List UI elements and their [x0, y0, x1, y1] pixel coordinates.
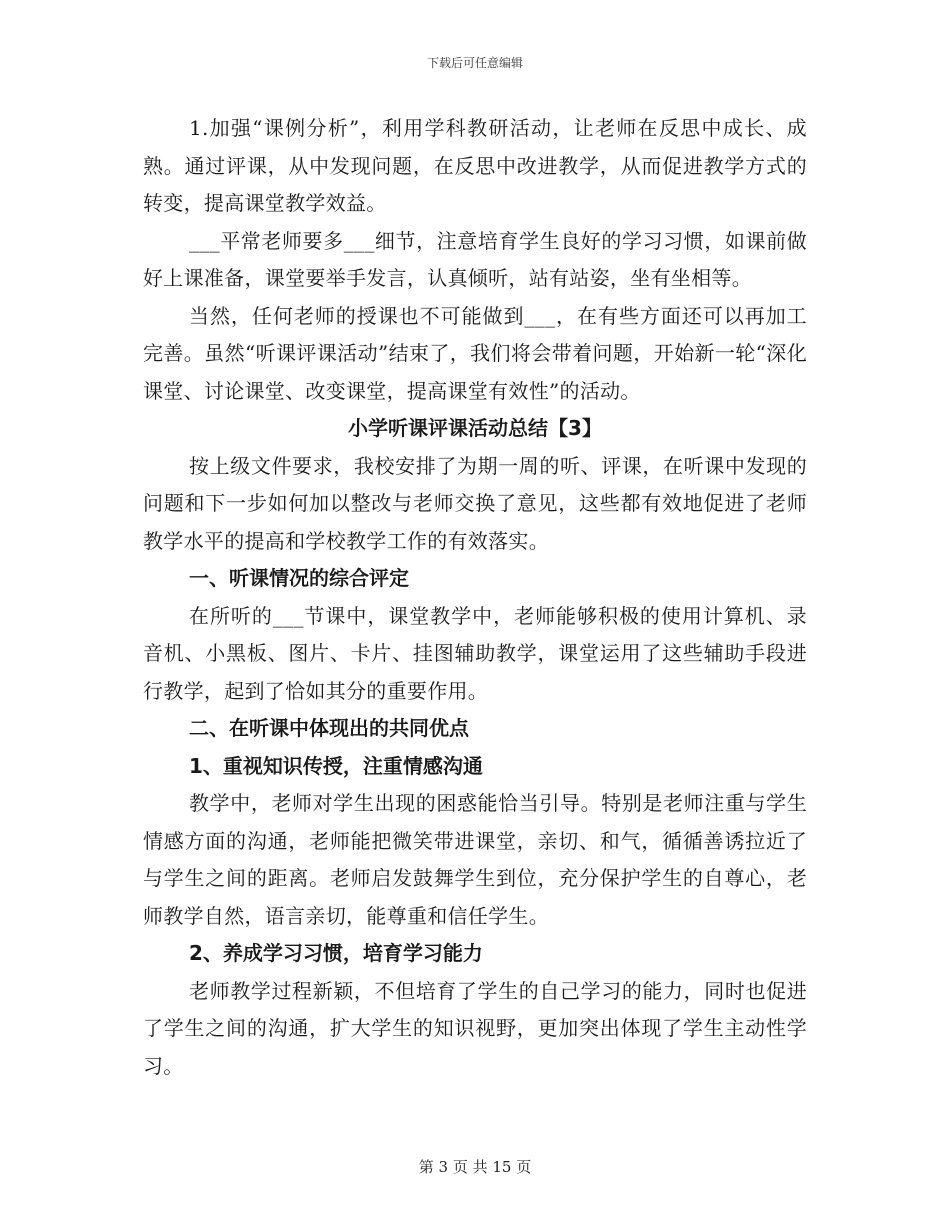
- paragraph: 当然，任何老师的授课也不可能做到___，在有些方面还可以再加工完善。虽然“听课评课活动”结束了，我们将会带着问题，开始新一轮“深化课堂、讨论课堂、改变课堂，提高课堂有效性”的活动。: [143, 303, 807, 403]
- paragraph: ___平常老师要多___细节，注意培育学生良好的学习习惯，如课前做好上课准备，课堂要举手发言，认真倾听，站有站姿，坐有坐相等。: [143, 228, 807, 290]
- sub-heading-habits: 2、养成学习习惯，培育学习能力: [189, 941, 483, 965]
- document-body: [143, 110, 807, 1085]
- page-number: 第 3 页 共 15 页: [418, 1158, 532, 1176]
- paragraph: 教学中，老师对学生出现的困惑能恰当引导。特别是老师注重与学生情感方面的沟通，老师能把微笑带进课堂，亲切、和气，循循善诱拉近了与学生之间的距离。老师启发鼓舞学生到位，充分保护学生的自尊心，老师教学自然，语言亲切，能尊重和信任学生。: [143, 791, 807, 928]
- heading-common-strengths: 二、在听课中体现出的共同优点: [189, 716, 469, 740]
- paragraph: 1.加强“课例分析”，利用学科教研活动，让老师在反思中成长、成熟。通过评课，从中发现问题，在反思中改进教学，从而促进教学方式的转变，提高课堂教学效益。: [143, 116, 807, 215]
- intro-paragraph: 按上级文件要求，我校安排了为期一周的听、评课，在听课中发现的问题和下一步如何加以整改与老师交换了意见，这些都有效地促进了老师教学水平的提高和学校教学工作的有效落实。: [143, 453, 807, 553]
- paragraph: 在所听的___节课中，课堂教学中，老师能够积极的使用计算机、录音机、小黑板、图片、卡片、挂图辅助教学，课堂运用了这些辅助手段进行教学，起到了恰如其分的重要作用。: [143, 603, 807, 703]
- heading-evaluation: 一、听课情况的综合评定: [189, 566, 409, 590]
- paragraph: 老师教学过程新颖，不但培育了学生的自己学习的能力，同时也促进了学生之间的沟通，扩大学生的知识视野，更加突出体现了学生主动性学习。: [143, 978, 807, 1078]
- header-note: 下载后可任意编辑: [426, 56, 523, 70]
- section-title: 小学听课评课活动总结【3】: [348, 416, 602, 440]
- sub-heading-knowledge: 1、重视知识传授，注重情感沟通: [189, 753, 483, 778]
